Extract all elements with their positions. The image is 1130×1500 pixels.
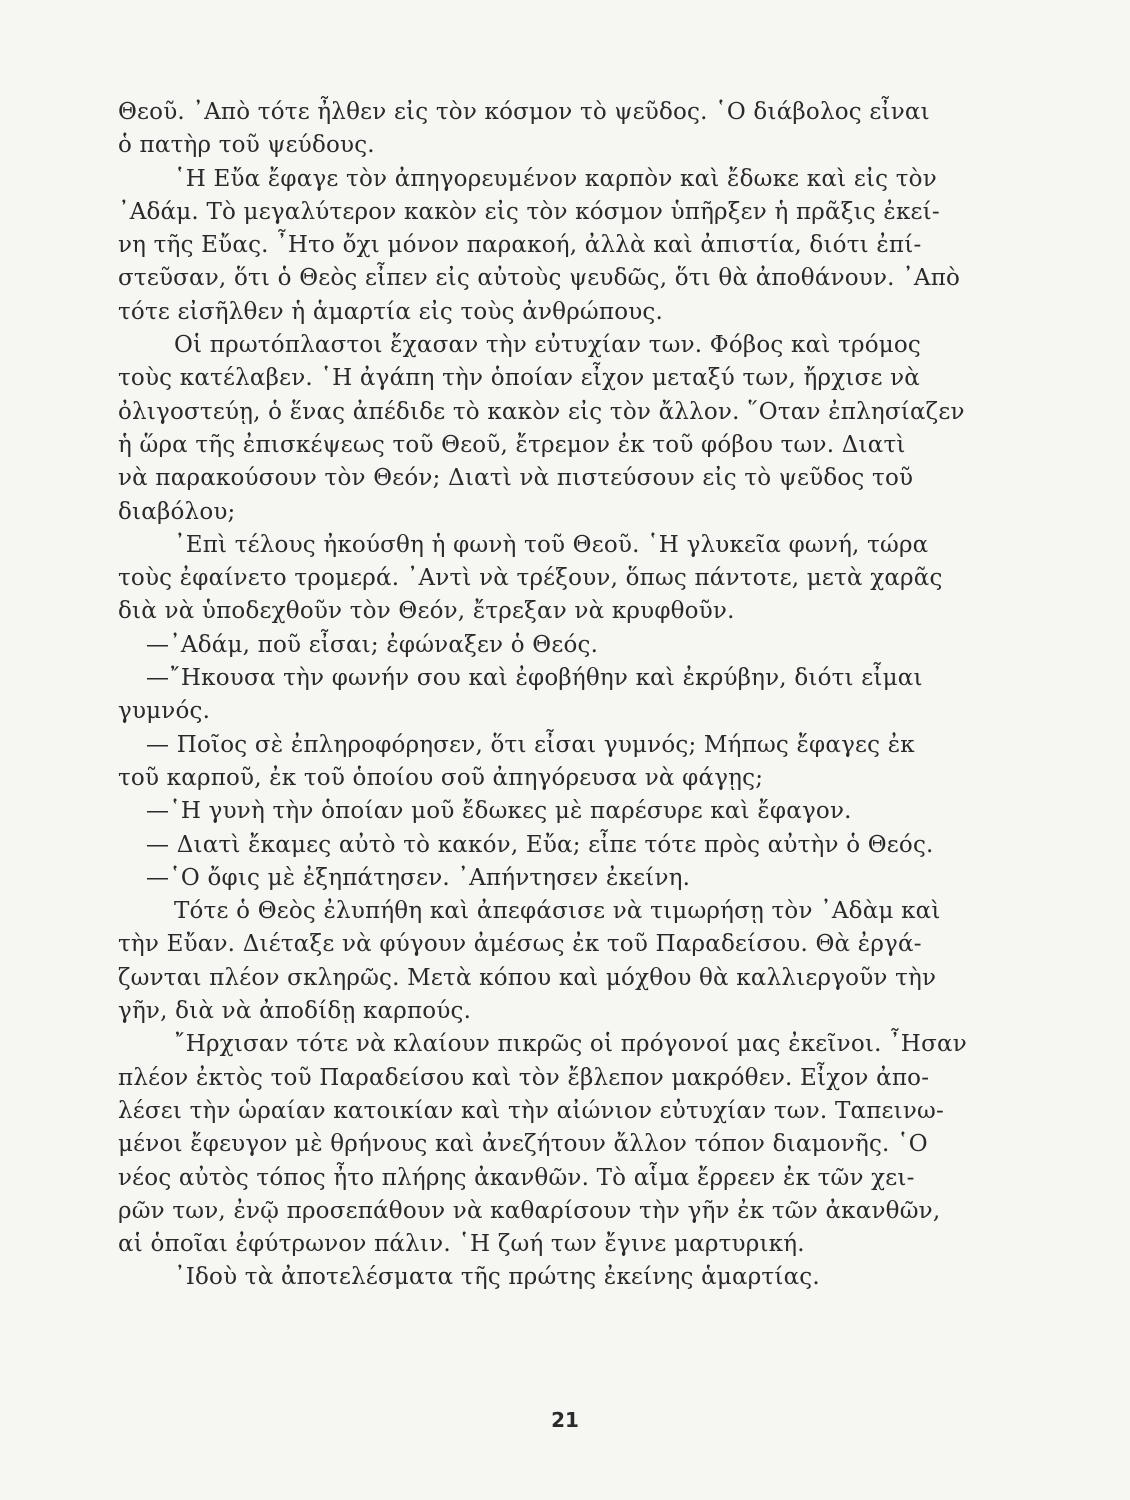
text-line: γῆν, διὰ νὰ ἀποδίδῃ καρπούς. (118, 998, 472, 1025)
text-line: νὰ παρακούσουν τὸν Θεόν; Διατὶ νὰ πιστεύσουν εἰς τὸ ψεῦδος τοῦ (118, 465, 914, 492)
text-line: ᾿Ιδοὺ τὰ ἀποτελέσματα τῆς πρώτης ἐκείνης ἁμαρτίας. (174, 1264, 820, 1291)
text-line: Θεοῦ. ᾿Απὸ τότε ἦλθεν εἰς τὸν κόσμον τὸ ψεῦδος. ῾Ο διάβολος εἶναι (118, 99, 930, 125)
text-line: τότε εἰσῆλθεν ἡ ἁμαρτία εἰς τοὺς ἀνθρώπους. (118, 298, 664, 325)
text-line: — Διατὶ ἔκαμες αὐτὸ τὸ κακόν, Εὔα; εἶπε τότε πρὸς αὐτὴν ὁ Θεός. (146, 831, 934, 858)
text-line: πλέον ἐκτὸς τοῦ Παραδείσου καὶ τὸν ἔβλεπον μακρόθεν. Εἶχον ἀπο- (118, 1064, 930, 1091)
text-line: ἡ ὥρα τῆς ἐπισκέψεως τοῦ Θεοῦ, ἔτρεμον ἐκ τοῦ φόβου των. Διατὶ (118, 431, 906, 458)
text-line: ὀλιγοστεύῃ, ὁ ἕνας ἀπέδιδε τὸ κακὸν εἰς τὸν ἄλλον. ῞Οταν ἐπλησίαζεν (118, 398, 965, 425)
text-line: Τότε ὁ Θεὸς ἐλυπήθη καὶ ἀπεφάσισε νὰ τιμωρήσῃ τὸν ᾿Αδὰμ καὶ (174, 898, 941, 925)
text-line: γυμνός. (118, 698, 211, 725)
text-line: ὁ πατὴρ τοῦ ψεύδους. (118, 132, 375, 159)
text-line: λέσει τὴν ὡραίαν κατοικίαν καὶ τὴν αἰώνιον εὐτυχίαν των. Ταπεινω- (118, 1097, 944, 1124)
text-line: τὴν Εὔαν. Διέταξε νὰ φύγουν ἀμέσως ἐκ τοῦ Παραδείσου. Θὰ ἐργά- (118, 931, 922, 958)
text-line: νη τῆς Εὔας. ῏Ητο ὄχι μόνον παρακοή, ἀλλὰ καὶ ἀπιστία, διότι ἐπί- (118, 232, 922, 259)
text-line: διὰ νὰ ὑποδεχθοῦν τὸν Θεόν, ἔτρεξαν νὰ κρυφθοῦν. (118, 598, 735, 625)
text-line: διαβόλου; (118, 498, 236, 525)
page-number: 21 (551, 1408, 579, 1432)
text-line: ῾Η Εὔα ἔφαγε τὸν ἀπηγορευμένον καρπὸν καὶ ἔδωκε καὶ εἰς τὸν (174, 165, 937, 192)
text-line: — Ποῖος σὲ ἐπληροφόρησεν, ὅτι εἶσαι γυμνός; Μήπως ἔφαγες ἐκ (146, 731, 915, 758)
text-line: —῾Η γυνὴ τὴν ὁποίαν μοῦ ἔδωκες μὲ παρέσυρε καὶ ἔφαγον. (146, 798, 852, 825)
text-line: τοὺς ἐφαίνετο τρομερά. ᾿Αντὶ νὰ τρέξουν, ὅπως πάντοτε, μετὰ χαρᾶς (118, 565, 943, 592)
text-line: ᾿Επὶ τέλους ἠκούσθη ἡ φωνὴ τοῦ Θεοῦ. ῾Η γλυκεῖα φωνή, τώρα (174, 531, 929, 558)
text-line: ζωνται πλέον σκληρῶς. Μετὰ κόπου καὶ μόχθου θὰ καλλιεργοῦν τὴν (118, 964, 937, 991)
text-line: ρῶν των, ἐνῷ προσεπάθουν νὰ καθαρίσουν τὴν γῆν ἐκ τῶν ἀκανθῶν, (118, 1197, 941, 1224)
text-line: αἱ ὁποῖαι ἐφύτρωνον πάλιν. ῾Η ζωή των ἔγινε μαρτυρική. (118, 1231, 805, 1258)
text-line: νέος αὐτὸς τόπος ἦτο πλήρης ἀκανθῶν. Τὸ αἷμα ἔρρεεν ἐκ τῶν χει- (118, 1164, 915, 1191)
text-line: Οἱ πρωτόπλαστοι ἔχασαν τὴν εὐτυχίαν των. Φόβος καὶ τρόμος (174, 332, 922, 359)
body-text (118, 96, 967, 1295)
text-line: —῎Ηκουσα τὴν φωνήν σου καὶ ἐφοβήθην καὶ ἐκρύβην, διότι εἶμαι (146, 665, 923, 692)
text-line: —῾Ο ὄφις μὲ ἐξηπάτησεν. ᾿Απήντησεν ἐκείνη. (146, 864, 691, 891)
text-line: μένοι ἔφευγον μὲ θρήνους καὶ ἀνεζήτουν ἄλλον τόπον διαμονῆς. ῾Ο (118, 1131, 928, 1158)
text-line: τοῦ καρποῦ, ἐκ τοῦ ὁποίου σοῦ ἀπηγόρευσα νὰ φάγῃς; (118, 764, 764, 791)
text-line: τοὺς κατέλαβεν. ῾Η ἀγάπη τὴν ὁποίαν εἶχον μεταξύ των, ἤρχισε νὰ (118, 365, 921, 392)
text-line: ῎Ηρχισαν τότε νὰ κλαίουν πικρῶς οἱ πρόγονοί μας ἐκεῖνοι. ῏Ησαν (174, 1031, 967, 1058)
text-line: —᾿Αδάμ, ποῦ εἶσαι; ἐφώναξεν ὁ Θεός. (146, 631, 599, 658)
text-line: στεῦσαν, ὅτι ὁ Θεὸς εἶπεν εἰς αὐτοὺς ψευδῶς, ὅτι θὰ ἀποθάνουν. ᾿Απὸ (118, 265, 961, 292)
text-line: ᾿Αδάμ. Τὸ μεγαλύτερον κακὸν εἰς τὸν κόσμον ὑπῆρξεν ἡ πρᾶξις ἐκεί- (118, 198, 940, 225)
